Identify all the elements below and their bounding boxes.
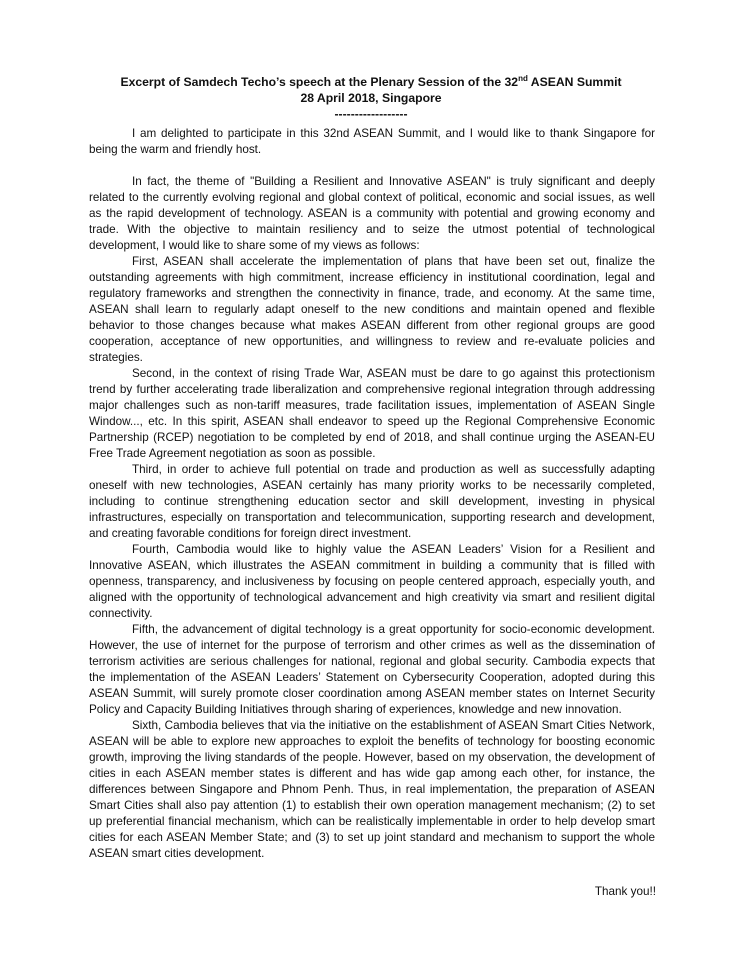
paragraph-sixth: Sixth, Cambodia believes that via the initiative on the establishment of ASEAN Smart Cities Network, ASEAN will be able to explore new approaches to exploit the benefits of technology for boosting economic growth, improving the living standards of the people. However, based on my observation, the development of cities in each ASEAN member states is different and has wide gap among each other, for instance, the differences between Singapore and Phnom Penh. Thus, in real implementation, the preparation of ASEAN Smart Cities shall also pay attention (1) to establish their own operation management mechanism; (2) to set up preferential financial mechanism, which can be realistically implementable in order to help develop smart cities for each ASEAN Member State; and (3) to set up joint standard and mechanism to support the whole ASEAN smart cities development. <box>89 719 655 860</box>
date-location: 28 April 2018, Singapore <box>300 91 442 105</box>
paragraph-intro: I am delighted to participate in this 32nd ASEAN Summit, and I would like to thank Singapore for being the warm and friendly host. <box>89 127 655 156</box>
title-text-prefix: Excerpt of Samdech Techo’s speech at the Plenary Session of the 32 <box>120 75 519 89</box>
document-title <box>0 74 742 90</box>
speech-body <box>89 126 655 862</box>
paragraph-third: Third, in order to achieve full potential on trade and production as well as successfully adapting oneself with new technologies, ASEAN certainly has many priority works to be necessarily completed, including to continue strengthening education sector and skill development, investing in physical infrastructures, especially on transportation and telecommunication, supporting research and development, and creating favorable conditions for foreign direct investment. <box>89 463 655 540</box>
paragraph-first: First, ASEAN shall accelerate the implementation of plans that have been set out, finalize the outstanding agreements with high commitment, increase efficiency in institutional coordination, legal and regulatory frameworks and strengthen the connectivity in finance, trade, and economy. At the same time, ASEAN shall learn to regularly adapt oneself to the new conditions and maintain opened and flexible behavior to those changes because what makes ASEAN different from other regional groups are good cooperation, acceptance of new opportunities, and willingness to review and re-evaluate policies and strategies. <box>89 255 655 364</box>
paragraph-second: Second, in the context of rising Trade War, ASEAN must be dare to go against this protectionism trend by further accelerating trade liberalization and comprehensive regional integration through addressing major challenges such as non-tariff measures, trade facilitation issues, implementation of ASEAN Single Window..., etc. In this spirit, ASEAN shall endeavor to speed up the Regional Comprehensive Economic Partnership (RCEP) negotiation to be completed by end of 2018, and shall continue urging the ASEAN-EU Free Trade Agreement negotiation as soon as possible. <box>89 367 655 460</box>
title-text-suffix: ASEAN Summit <box>527 75 622 89</box>
title-superscript: nd <box>518 73 528 83</box>
header-separator: ------------------ <box>334 107 408 121</box>
paragraph-fourth: Fourth, Cambodia would like to highly value the ASEAN Leaders’ Vision for a Resilient and Innovative ASEAN, which illustrates the ASEAN commitment in building a community that is filled with openness, transparency, and inclusiveness by focusing on people centered approach, especially youth, and aligned with the opportunity of technological advancement and high creativity via smart and resilient digital connectivity. <box>89 543 655 620</box>
closing-remark: Thank you!! <box>594 885 656 898</box>
document-header <box>0 74 742 122</box>
paragraph-theme: In fact, the theme of "Building a Resilient and Innovative ASEAN" is truly significant and deeply related to the currently evolving regional and global context of political, economic and social issues, as well as the rapid development of technology. ASEAN is a community with potential and growing economy and trade. With the objective to maintain resiliency and to seize the utmost potential of technological development, I would like to share some of my views as follows: <box>89 175 655 252</box>
paragraph-fifth: Fifth, the advancement of digital technology is a great opportunity for socio-economic development. However, the use of internet for the purpose of terrorism and other crimes as well as the dissemination of terrorism activities are serious challenges for national, regional and global security. Cambodia expects that the implementation of the ASEAN Leaders’ Statement on Cybersecurity Cooperation, adopted during this ASEAN Summit, will surely promote closer coordination among ASEAN member states on Internet Security Policy and Capacity Building Initiatives through sharing of experiences, knowledge and new innovation. <box>89 623 655 716</box>
